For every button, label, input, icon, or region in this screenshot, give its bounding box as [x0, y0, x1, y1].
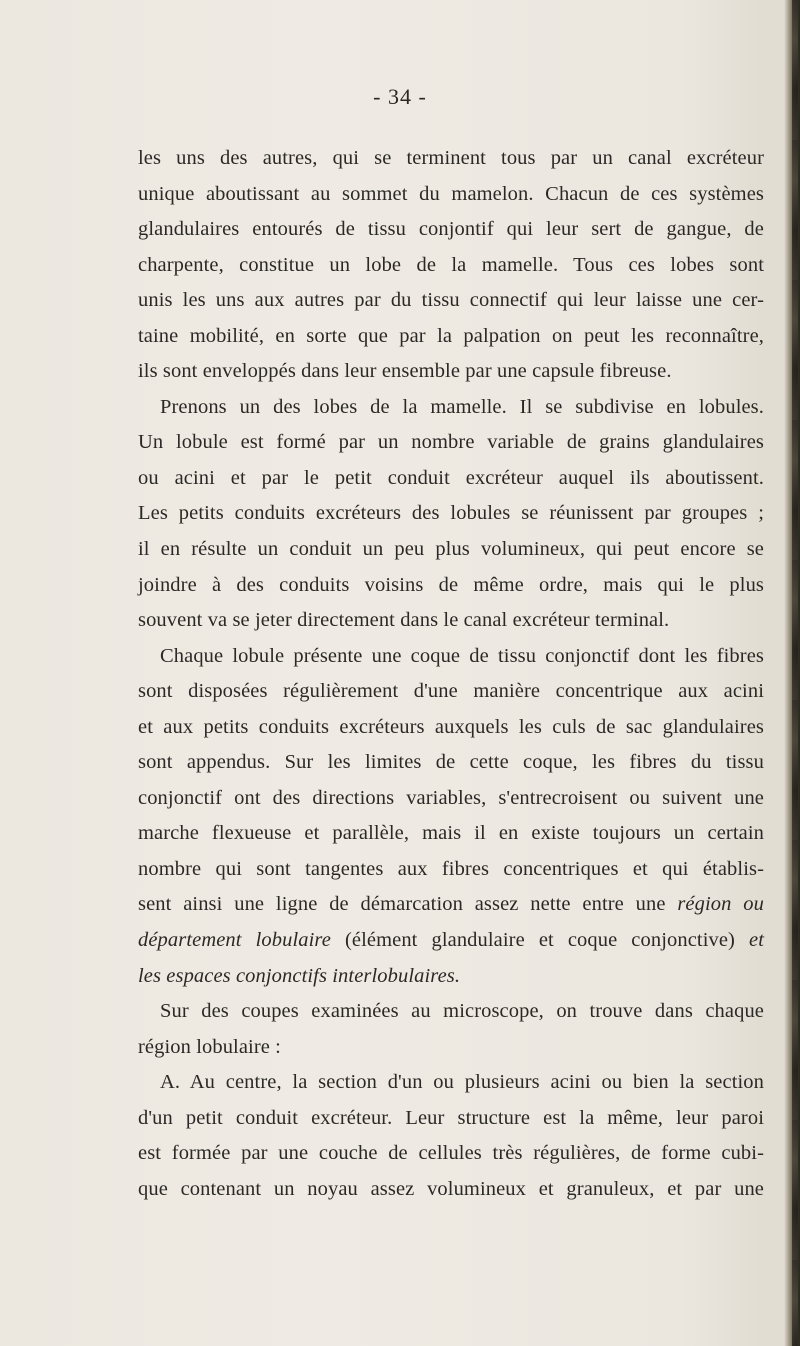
text-line: ils sont enveloppés dans leur ensemble par une capsule fibreuse.	[138, 360, 672, 383]
text-line: charpente, constitue un lobe de la mamelle. Tous ces lobes sont	[138, 253, 764, 276]
text-line: joindre à des conduits voisins de même ordre, mais qui le plus	[138, 573, 764, 596]
text-line: conjonctif ont des directions variables, s'entrecroisent ou suivent une	[138, 786, 764, 809]
text-line: Un lobule est formé par un nombre variable de grains glandulaires	[138, 431, 764, 454]
text-line	[138, 923, 764, 959]
text-line: il en résulte un conduit un peu plus volumineux, qui peut encore se	[138, 538, 764, 561]
text-line: unique aboutissant au sommet du mamelon. Chacun de ces systèmes	[138, 182, 764, 205]
text-line	[138, 959, 764, 995]
text-line: souvent va se jeter directement dans le canal excréteur terminal.	[138, 609, 670, 632]
text-line: que contenant un noyau assez volumineux et granuleux, et par une	[138, 1177, 764, 1200]
text-line	[138, 887, 764, 923]
text-line: est formée par une couche de cellules très régulières, de forme cubi-	[138, 1142, 764, 1165]
paragraph-start: A. Au centre, la section d'un ou plusieurs acini ou bien la section	[160, 1071, 764, 1094]
text-line: nombre qui sont tangentes aux fibres concentriques et qui établis-	[138, 857, 764, 880]
text-line: ou acini et par le petit conduit excréteur auquel ils aboutissent.	[138, 466, 764, 489]
italic-term: département	[138, 929, 242, 952]
page-number: - 34 -	[373, 84, 427, 109]
text-line: d'un petit conduit excréteur. Leur structure est la même, leur paroi	[138, 1106, 764, 1129]
paragraph-start: Chaque lobule présente une coque de tissu conjonctif dont les fibres	[160, 644, 764, 667]
body-text	[138, 141, 764, 1207]
text-line: sont appendus. Sur les limites de cette coque, les fibres du tissu	[138, 751, 764, 774]
italic-term: lobulaire	[255, 929, 331, 952]
italic-term: région ou	[677, 893, 764, 916]
text-line: glandulaires entourés de tissu conjontif qui leur sert de gangue, de	[138, 218, 764, 241]
paragraph-start: Sur des coupes examinées au microscope, on trouve dans chaque	[160, 1000, 764, 1023]
text-line: unis les uns aux autres par du tissu connectif qui leur laisse une cer-	[138, 289, 764, 312]
text-line: sont disposées régulièrement d'une manière concentrique aux acini	[138, 680, 764, 703]
text-line: les uns des autres, qui se terminent tous par un canal excréteur	[138, 147, 764, 169]
italic-term: les espaces conjonctifs interlobulaires.	[138, 964, 461, 987]
text-line: région lobulaire :	[138, 1035, 281, 1058]
text-fragment: sent ainsi une ligne de démarcation assez nette entre une	[138, 893, 666, 916]
text-line: marche flexueuse et parallèle, mais il en existe toujours un certain	[138, 822, 764, 845]
text-line: taine mobilité, en sorte que par la palpation on peut les reconnaître,	[138, 324, 764, 347]
paragraph-start: Prenons un des lobes de la mamelle. Il se subdivise en lobules.	[160, 395, 764, 418]
text-fragment: (élément glandulaire et coque conjonctive)	[344, 929, 735, 952]
text-line: et aux petits conduits excréteurs auxquels les culs de sac glandulaires	[138, 715, 764, 738]
text-line: Les petits conduits excréteurs des lobules se réunissent par groupes ;	[138, 502, 764, 525]
italic-term: et	[749, 929, 764, 952]
book-spine-edge	[792, 0, 798, 1346]
